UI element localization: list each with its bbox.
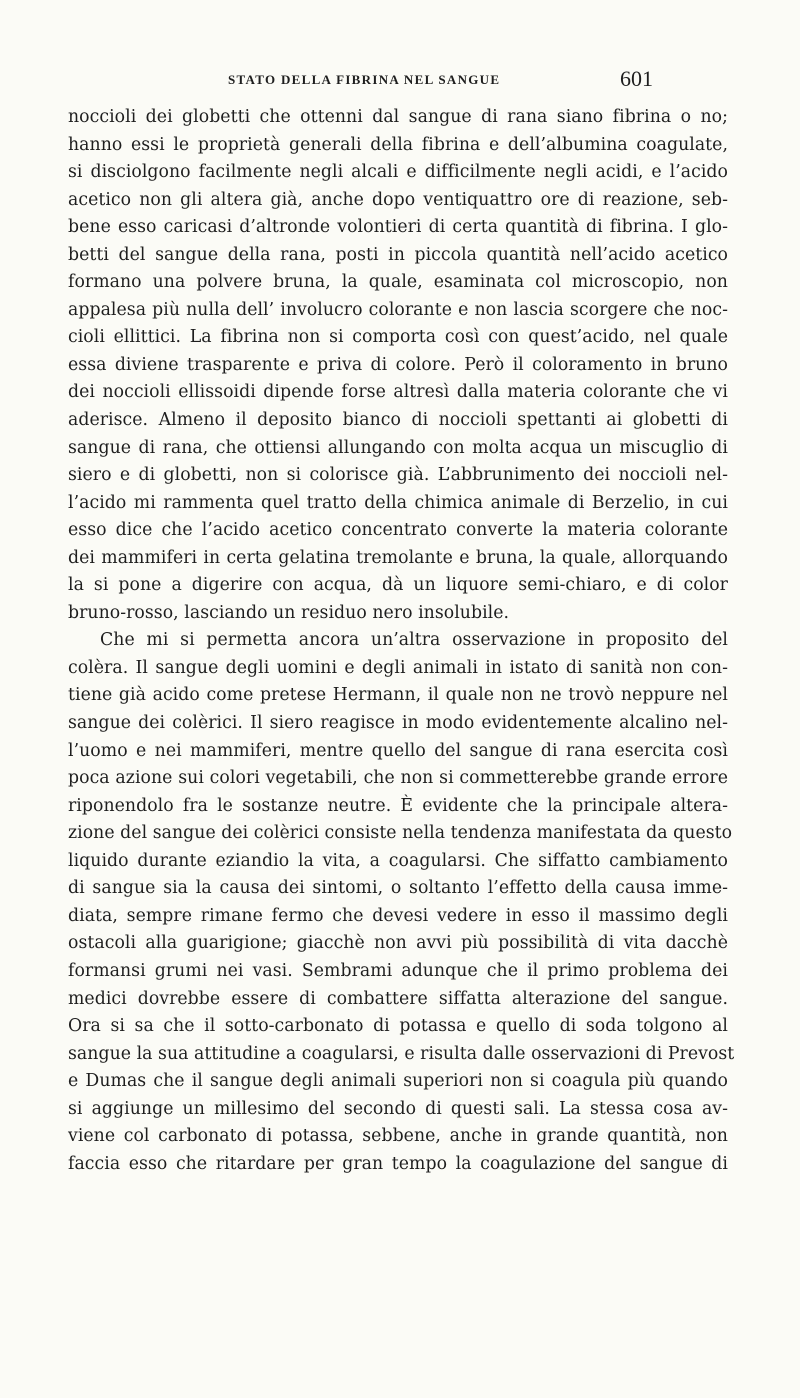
text-line: aderisce. Almeno il deposito bianco di noccioli spettanti ai globetti di xyxy=(68,410,728,431)
text-line: diata, sempre rimane fermo che devesi vedere in esso il massimo degli xyxy=(68,905,728,926)
text-line: di sangue sia la causa dei sintomi, o soltanto l’effetto della causa imme- xyxy=(68,878,728,899)
body-text xyxy=(68,104,735,1178)
text-line: viene col carbonato di potassa, sebbene, anche in grande quantità, non xyxy=(68,1126,728,1147)
text-line: acetico non gli altera già, anche dopo ventiquattro ore di reazione, seb- xyxy=(68,189,728,210)
text-line: dei noccioli ellissoidi dipende forse altresì dalla materia colorante che vi xyxy=(68,382,728,403)
text-line: betti del sangue della rana, posti in piccola quantità nell’acido acetico xyxy=(68,244,728,265)
text-line: sangue dei colèrici. Il siero reagisce in modo evidentemente alcalino nel- xyxy=(68,713,728,734)
text-line: l’acido mi rammenta quel tratto della chimica animale di Berzelio, in cui xyxy=(68,492,728,513)
text-line: dei mammiferi in certa gelatina tremolante e bruna, la quale, allorquando xyxy=(68,547,728,568)
text-line: poca azione sui colori vegetabili, che non si commetterebbe grande errore xyxy=(68,768,728,789)
text-line-paragraph-end: bruno-rosso, lasciando un residuo nero insolubile. xyxy=(68,602,510,623)
text-line: si disciolgono facilmente negli alcali e difficilmente negli acidi, e l’acido xyxy=(68,162,728,183)
text-line: formano una polvere bruna, la quale, esaminata col microscopio, non xyxy=(68,272,728,293)
text-line: appalesa più nulla dell’ involucro colorante e non lascia scorgere che noc- xyxy=(68,299,728,320)
text-line: bene esso caricasi d’altronde volontieri di certa quantità di fibrina. I glo- xyxy=(68,217,728,238)
text-line: zione del sangue dei colèrici consiste nella tendenza manifestata da questo xyxy=(68,823,733,844)
text-line: si aggiunge un millesimo del secondo di questi sali. La stessa cosa av- xyxy=(68,1098,728,1119)
text-line: esso dice che l’acido acetico concentrato converte la materia colorante xyxy=(68,520,728,541)
text-line: siero e di globetti, non si colorisce già. L’abbrunimento dei noccioli nel- xyxy=(68,465,728,486)
text-line: tiene già acido come pretese Hermann, il quale non ne trovò neppure nel xyxy=(68,685,728,706)
running-head: STATO DELLA FIBRINA NEL SANGUE xyxy=(228,72,501,87)
text-line: noccioli dei globetti che ottenni dal sangue di rana siano fibrina o no; xyxy=(68,107,728,127)
text-line: faccia esso che ritardare per gran tempo la coagulazione del sangue di xyxy=(68,1153,728,1174)
text-line: ostacoli alla guarigione; giacchè non avvi più possibilità di vita dacchè xyxy=(68,933,728,954)
page-number: 601 xyxy=(620,66,653,91)
text-line: sangue la sua attitudine a coagularsi, e risulta dalle osservazioni di Prevost xyxy=(68,1043,735,1064)
text-line: sangue di rana, che ottiensi allungando con molta acqua un miscuglio di xyxy=(68,437,728,458)
text-line-paragraph-start: Che mi si permetta ancora un’altra osservazione in proposito del xyxy=(100,630,728,651)
text-line: essa diviene trasparente e priva di colore. Però il coloramento in bruno xyxy=(68,354,728,375)
text-line: Ora si sa che il sotto-carbonato di potassa e quello di soda tolgono al xyxy=(68,1016,728,1037)
text-line: colèra. Il sangue degli uomini e degli animali in istato di sanità non con- xyxy=(68,657,728,678)
text-line: hanno essi le proprietà generali della fibrina e dell’albumina coagulate, xyxy=(68,134,728,155)
text-line: l’uomo e nei mammiferi, mentre quello del sangue di rana esercita così xyxy=(68,740,728,761)
text-line: cioli ellittici. La fibrina non si comporta così con quest’acido, nel quale xyxy=(68,327,728,348)
text-line: medici dovrebbe essere di combattere siffatta alterazione del sangue. xyxy=(68,988,728,1009)
text-line: riponendolo fra le sostanze neutre. È evidente che la principale altera- xyxy=(68,795,728,816)
text-line: la si pone a digerire con acqua, dà un liquore semi-chiaro, e di color xyxy=(68,575,728,596)
text-line: liquido durante eziandio la vita, a coagularsi. Che siffatto cambiamento xyxy=(68,850,728,871)
text-line: e Dumas che il sangue degli animali superiori non si coagula più quando xyxy=(68,1071,728,1092)
text-line: formansi grumi nei vasi. Sembrami adunque che il primo problema dei xyxy=(68,960,728,981)
